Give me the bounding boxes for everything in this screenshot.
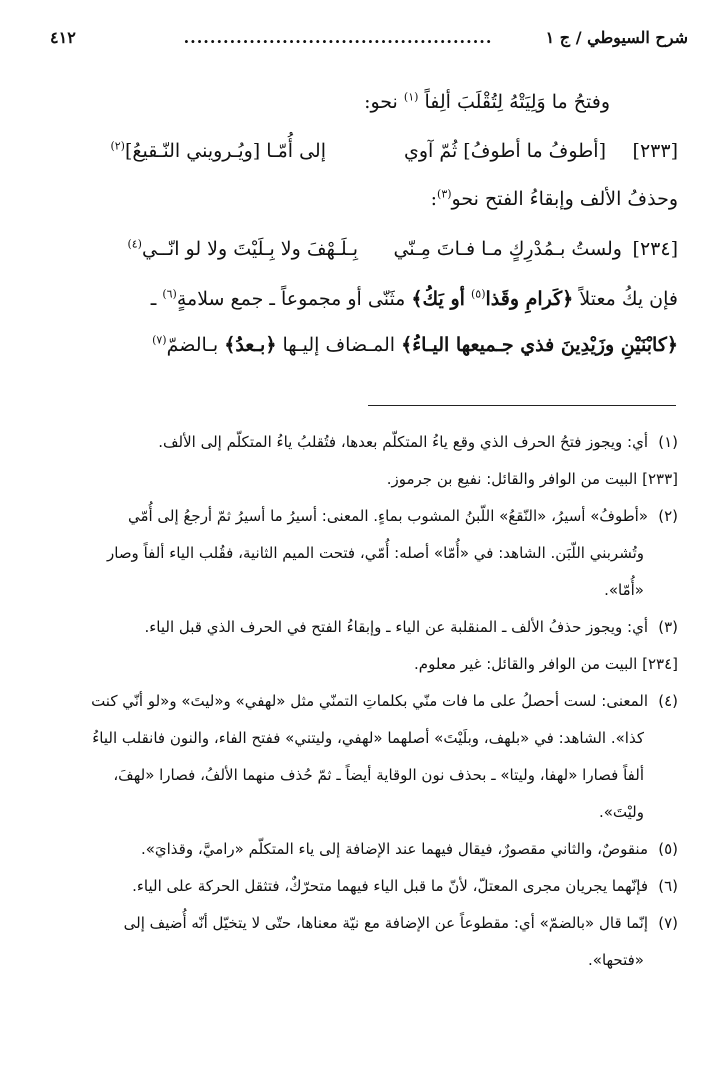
verse-hemistich-text: بِـلَـهْفَ ولا بِـلَيْتَ ولا لو انّــي <box>141 238 358 260</box>
text-segment: فإن يكُ معتلاً <box>579 288 678 310</box>
text-line <box>48 176 678 222</box>
quoted-matn: ﴿كابْنَيْنِ وزَيْدِينَ فذي جـميعها اليـاءُ﴾ <box>401 334 678 356</box>
footnote-line <box>48 794 678 831</box>
footnote-line <box>48 683 678 720</box>
footnote-ref[interactable]: (٥) <box>470 287 486 301</box>
text-segment: مثَنّى أو مجموعاً ـ جمع سلامةٍ <box>176 288 406 310</box>
footnote-text: كذا». الشاهد: في «بلهف، وبلَيْتَ» أصلهما «لهفي، وليتني» ففتح الفاء، والنون فانقلب الياءُ <box>92 729 644 747</box>
footnote-line <box>48 498 678 535</box>
footnote-number: (٧) <box>658 914 678 932</box>
footnote-line <box>48 942 678 979</box>
footnote-ref[interactable]: (٦) <box>162 287 177 301</box>
text-segment: ـ <box>150 288 157 310</box>
main-text <box>48 78 678 368</box>
text-segment: : <box>430 188 438 210</box>
footnote-line <box>48 424 678 461</box>
text-line <box>48 322 678 368</box>
footnote-line <box>48 461 678 498</box>
footnote-text: ألفاً فصارا «لهفا، وليتا» ـ بحذف نون الوقاية أيضاً ـ ثمّ حُذف منهما الألفُ، فصارا «لهفَ، <box>113 766 644 784</box>
footnote-text: أي: ويجوز فتحُ الحرف الذي وقع ياءُ المتكلّم بعدها، فتُقلبُ ياءُ المتكلّم إلى الألف. <box>158 433 648 451</box>
footnote-text: وليْتَ». <box>598 803 644 821</box>
footnote-text: إنّما قال «بالضمّ» أي: مقطوعاً عن الإضافة مع نيّة معناها، حتّى لا يتخيّل أنّه أُضيف إلى <box>123 914 648 932</box>
footnote-number: (٥) <box>658 840 678 858</box>
text-segment: وفتحُ ما وَلِيَتْهُ لِتُقْلَبَ ألِفاً <box>424 91 610 113</box>
footnote-line <box>48 831 678 868</box>
header-title: شرح السيوطي / ج ١ <box>545 28 688 47</box>
footnote-line <box>48 535 678 572</box>
verse-hemistich-second <box>110 126 326 176</box>
footnote-text: أي: ويجوز حذفُ الألف ـ المنقلبة عن الياء ـ وإبقاءُ الفتح في الحرف الذي قبل الياء. <box>144 618 648 636</box>
footnote-text: «أُمّا». <box>604 581 644 599</box>
text-line <box>48 78 678 126</box>
footnote-line <box>48 757 678 794</box>
footnote-line <box>48 868 678 905</box>
verse-hemistich-text: إلى أُمّـا [ويُـرويني النّـقيعُ] <box>124 140 326 162</box>
text-segment: نحو: <box>364 91 398 113</box>
footnote-number: (٢) <box>658 507 678 525</box>
verse-number: [٢٣٤] <box>632 238 678 260</box>
footnote-text: المعنى: لست أحصلُ على ما فات منّي بكلماتِ التمنّي مثل «لهفي» و«ليتَ» و«لو أنّي كنت <box>91 692 648 710</box>
header-leader-dots: ............................................... <box>183 28 493 47</box>
footnote-text: [٢٣٤] البيت من الوافر والقائل: غير معلوم. <box>414 655 678 673</box>
text-line <box>48 276 678 322</box>
verse-line <box>48 222 678 276</box>
text-segment: بـالضمّ <box>166 334 219 356</box>
page-number: ٤١٢ <box>50 28 76 47</box>
footnote-ref[interactable]: (٢) <box>110 139 125 153</box>
footnotes <box>48 424 678 979</box>
footnote-line <box>48 572 678 609</box>
footnote-text: [٢٣٣] البيت من الوافر والقائل: نفيع بن جرموز. <box>386 470 678 488</box>
footnote-line <box>48 720 678 757</box>
quoted-matn: ﴿كَرامِ وقَذا <box>485 288 574 310</box>
footnote-number: (٤) <box>658 692 678 710</box>
footnote-ref[interactable]: (٤) <box>127 237 142 251</box>
verse-line <box>48 126 678 176</box>
quoted-matn: ﴿بـعدُ﴾ <box>224 334 277 356</box>
running-header <box>50 28 688 56</box>
footnote-line <box>48 609 678 646</box>
footnote-ref[interactable]: (٣) <box>437 187 452 201</box>
footnote-number: (٣) <box>658 618 678 636</box>
footnote-line <box>48 905 678 942</box>
footnote-ref[interactable]: (١) <box>403 90 419 104</box>
footnote-text: فإنّهما يجريان مجرى المعتلّ، لأنّ ما قبل الياء فيهما متحرّكٌ، فتثقل الحركة على الياء. <box>132 877 648 895</box>
footnote-divider <box>368 405 676 406</box>
footnote-text: وتُشربني اللّبَن. الشاهد: في «أُمّا» أصله: أُمّي، فتحت الميم الثانية، فقُلب الياء ألفاً وصار <box>107 544 644 562</box>
footnote-text: منقوصٌ، والثاني مقصورٌ، فيقال فيهما عند الإضافة إلى ياء المتكلّم «راميَّ، وقذايَ». <box>140 840 648 858</box>
text-segment: وحذفُ الألف وإبقاءُ الفتح نحو <box>451 188 678 210</box>
footnote-ref[interactable]: (٧) <box>152 333 167 347</box>
verse-hemistich-first: ولستُ بـمُدْرِكٍ مـا فـاتَ مِـنّي <box>393 238 622 260</box>
verse-hemistich-second <box>127 222 358 276</box>
text-segment: المـضاف إليـها <box>282 334 396 356</box>
footnote-number: (٦) <box>658 877 678 895</box>
verse-hemistich-first: [أطوفُ ما أطوفُ] ثُمّ آوي <box>403 140 606 162</box>
footnote-text: «فتحها». <box>588 951 644 969</box>
footnote-line <box>48 646 678 683</box>
quoted-matn: أو يَكُ﴾ <box>411 288 465 310</box>
footnote-number: (١) <box>658 433 678 451</box>
footnote-text: «أطوفُ» أسيرُ، «النّقعُ» اللّبنُ المشوب بماءٍ. المعنى: أسيرُ ما أسيرُ ثمّ أرجعُ إلى أُمّي <box>127 507 648 525</box>
verse-number: [٢٣٣] <box>632 140 678 162</box>
